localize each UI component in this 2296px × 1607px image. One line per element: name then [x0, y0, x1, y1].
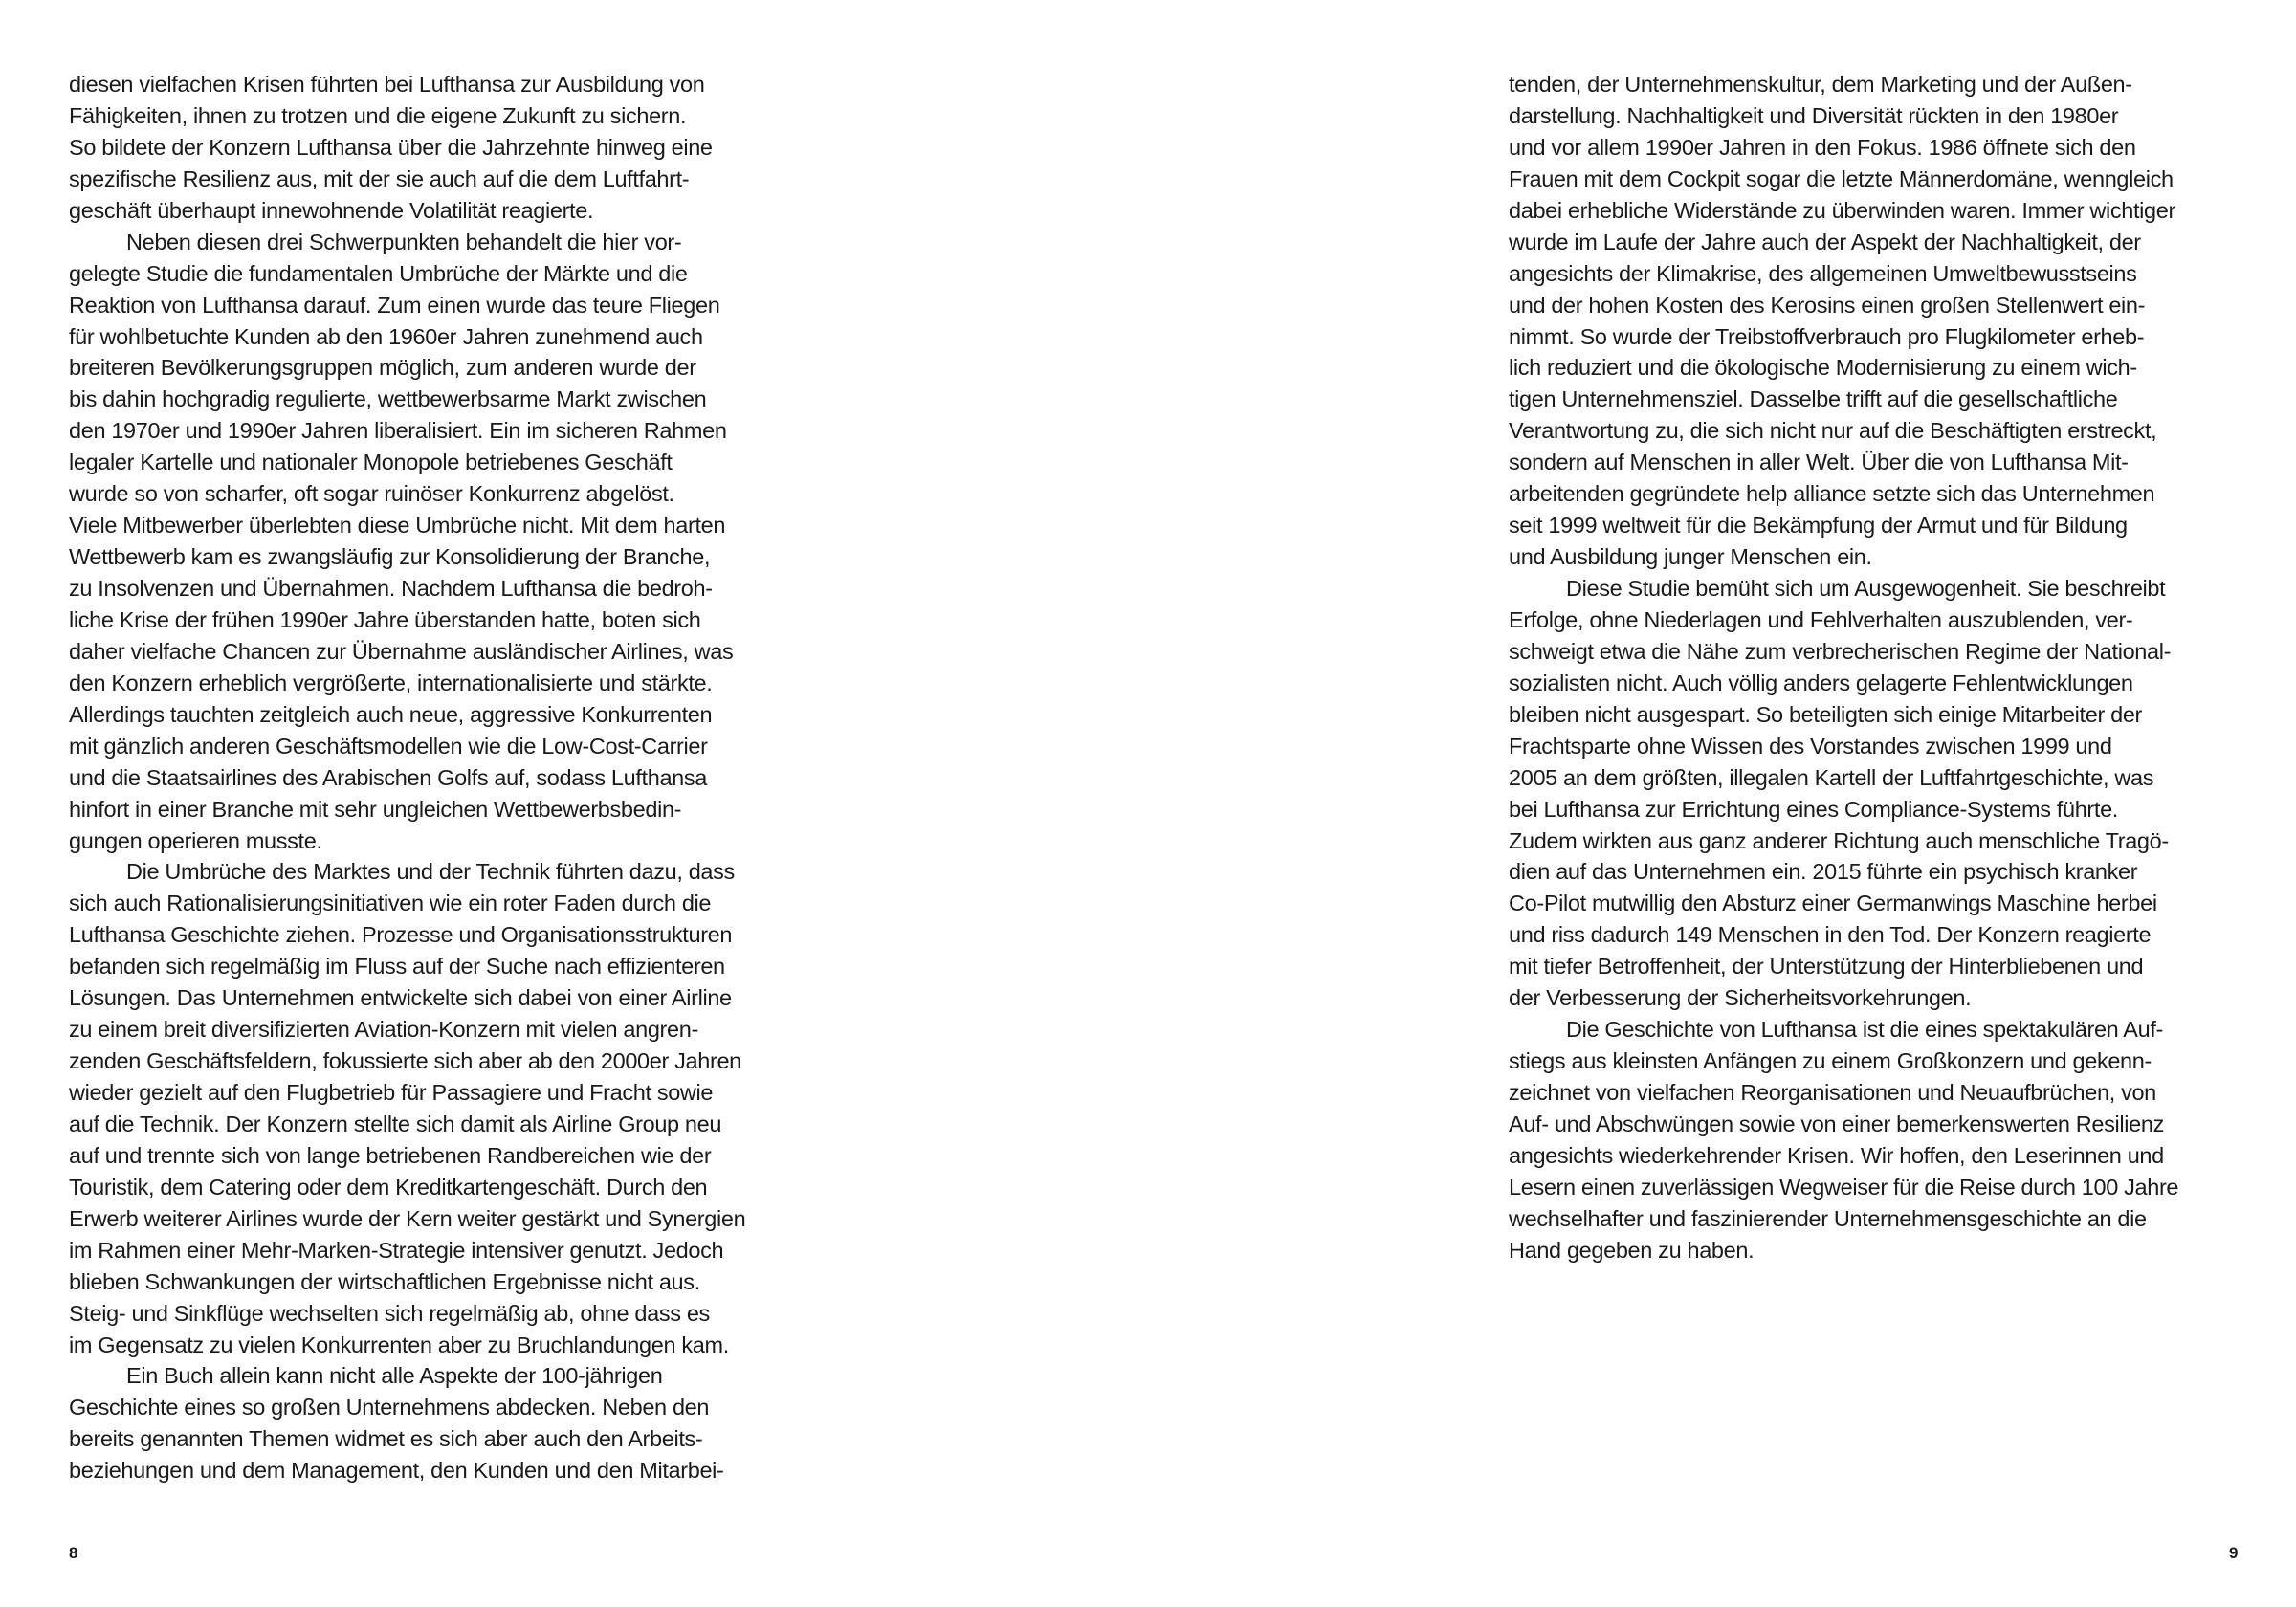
text-line: 2005 an dem größten, illegalen Kartell der Luftfahrtgeschichte, was [1509, 764, 2154, 790]
paragraph [69, 69, 815, 227]
text-line: legaler Kartelle und nationaler Monopole betriebenes Geschäft [69, 450, 673, 475]
text-line: schweigt etwa die Nähe zum verbrecherischen Regime der National- [1509, 638, 2172, 664]
right-page-text [1509, 69, 2255, 1266]
paragraph [69, 1360, 815, 1486]
text-line: geschäft überhaupt innewohnende Volatilität reagierte. [69, 197, 594, 223]
text-line: sich auch Rationalisierungsinitiativen wie ein roter Faden durch die [69, 891, 712, 916]
text-line: Reaktion von Lufthansa darauf. Zum einen wurde das teure Fliegen [69, 292, 720, 318]
paragraph [69, 856, 815, 1360]
text-line: wieder gezielt auf den Flugbetrieb für Passagiere und Fracht sowie [69, 1080, 714, 1105]
text-line: Erfolge, ohne Niederlagen und Fehlverhalten auszublenden, ver- [1509, 606, 2133, 632]
text-line: beziehungen und dem Management, den Kunden und den Mitarbei- [69, 1458, 724, 1484]
text-line: und Ausbildung junger Menschen ein. [1509, 544, 1872, 570]
text-line: bei Lufthansa zur Errichtung eines Compliance-Systems führte. [1509, 796, 2118, 822]
text-line: gungen operieren musste. [69, 827, 322, 853]
text-line: liche Krise der frühen 1990er Jahre überstanden hatte, boten sich [69, 606, 701, 632]
text-line: im Rahmen einer Mehr-Marken-Strategie intensiver genutzt. Jedoch [69, 1237, 724, 1263]
paragraph [69, 227, 815, 857]
text-line: wurde im Laufe der Jahre auch der Aspekt der Nachhaltigkeit, der [1509, 229, 2141, 254]
text-line: zu Insolvenzen und Übernahmen. Nachdem Lufthansa die bedroh- [69, 576, 713, 601]
text-line: darstellung. Nachhaltigkeit und Diversität rückten in den 1980er [1509, 102, 2119, 128]
text-line: spezifische Resilienz aus, mit der sie auch auf die dem Luftfahrt- [69, 165, 690, 191]
text-line: nimmt. So wurde der Treibstoffverbrauch pro Flugkilometer erheb- [1509, 323, 2145, 349]
text-line: Neben diesen drei Schwerpunkten behandelt die hier vor- [126, 229, 682, 254]
text-line: Allerdings tauchten zeitgleich auch neue, aggressive Konkurrenten [69, 701, 713, 727]
page-number-left: 8 [69, 1544, 78, 1562]
text-line: angesichts der Klimakrise, des allgemeinen Umweltbewusstseins [1509, 260, 2137, 286]
text-line: dien auf das Unternehmen ein. 2015 führte ein psychisch kranker [1509, 859, 2138, 885]
text-line: arbeitenden gegründete help alliance setzte sich das Unternehmen [1509, 481, 2155, 507]
text-line: tigen Unternehmensziel. Dasselbe trifft auf die gesellschaftliche [1509, 386, 2118, 412]
text-line: und riss dadurch 149 Menschen in den Tod. Der Konzern reagierte [1509, 922, 2152, 948]
text-line: Lesern einen zuverlässigen Wegweiser für die Reise durch 100 Jahre [1509, 1174, 2179, 1200]
text-line: wurde so von scharfer, oft sogar ruinöser Konkurrenz abgelöst. [69, 481, 674, 507]
text-line: Co-Pilot mutwillig den Absturz einer Germanwings Maschine herbei [1509, 891, 2157, 916]
text-line: den Konzern erheblich vergrößerte, internationalisierte und stärkte. [69, 670, 713, 695]
text-line: Diese Studie bemüht sich um Ausgewogenheit. Sie beschreibt [1566, 576, 2166, 601]
text-line: hinfort in einer Branche mit sehr ungleichen Wettbewerbsbedin- [69, 796, 682, 822]
text-line: diesen vielfachen Krisen führten bei Lufthansa zur Ausbildung von [69, 72, 705, 97]
text-line: daher vielfache Chancen zur Übernahme ausländischer Airlines, was [69, 638, 734, 664]
text-line: wechselhafter und faszinierender Unternehmensgeschichte an die [1509, 1205, 2147, 1231]
text-line: Lufthansa Geschichte ziehen. Prozesse und Organisationsstrukturen [69, 922, 733, 948]
text-line: Auf- und Abschwüngen sowie von einer bemerkenswerten Resilienz [1509, 1111, 2164, 1136]
paragraph [1509, 573, 2255, 1014]
text-line: breiteren Bevölkerungsgruppen möglich, zum anderen wurde der [69, 355, 696, 381]
text-line: im Gegensatz zu vielen Konkurrenten aber zu Bruchlandungen kam. [69, 1332, 729, 1357]
text-line: seit 1999 weltweit für die Bekämpfung der Armut und für Bildung [1509, 513, 2128, 539]
text-line: befanden sich regelmäßig im Fluss auf der Suche nach effizienteren [69, 954, 725, 980]
text-line: Touristik, dem Catering oder dem Kreditkartengeschäft. Durch den [69, 1174, 708, 1200]
text-line: zu einem breit diversifizierten Aviation-Konzern mit vielen angren- [69, 1017, 698, 1043]
text-line: angesichts wiederkehrender Krisen. Wir hoffen, den Leserinnen und [1509, 1142, 2164, 1168]
text-line: und vor allem 1990er Jahren in den Fokus. 1986 öffnete sich den [1509, 134, 2136, 160]
text-line: sondern auf Menschen in aller Welt. Über die von Lufthansa Mit- [1509, 450, 2129, 475]
text-line: zenden Geschäftsfeldern, fokussierte sich aber ab den 2000er Jahren [69, 1048, 741, 1074]
text-line: mit tiefer Betroffenheit, der Unterstützung der Hinterbliebenen und [1509, 954, 2144, 980]
text-line: mit gänzlich anderen Geschäftsmodellen wie die Low-Cost-Carrier [69, 733, 708, 759]
page-number-right: 9 [2229, 1544, 2239, 1562]
text-line: Hand gegeben zu haben. [1509, 1237, 1755, 1263]
text-line: stiegs aus kleinsten Anfängen zu einem Großkonzern und gekenn- [1509, 1048, 2152, 1074]
text-line: und der hohen Kosten des Kerosins einen großen Stellenwert ein- [1509, 292, 2146, 318]
text-line: blieben Schwankungen der wirtschaftlichen Ergebnisse nicht aus. [69, 1268, 700, 1294]
text-line: bereits genannten Themen widmet es sich aber auch den Arbeits- [69, 1426, 703, 1452]
left-page-text [69, 69, 815, 1486]
text-line: für wohlbetuchte Kunden ab den 1960er Jahren zunehmend auch [69, 323, 703, 349]
text-line: den 1970er und 1990er Jahren liberalisiert. Ein im sicheren Rahmen [69, 418, 727, 444]
text-line: zeichnet von vielfachen Reorganisationen und Neuaufbrüchen, von [1509, 1080, 2156, 1105]
text-line: auf die Technik. Der Konzern stellte sich damit als Airline Group neu [69, 1111, 722, 1136]
text-line: tenden, der Unternehmenskultur, dem Marketing und der Außen- [1509, 72, 2132, 97]
text-line: gelegte Studie die fundamentalen Umbrüche der Märkte und die [69, 260, 688, 286]
paragraph [1509, 69, 2255, 573]
text-line: Geschichte eines so großen Unternehmens abdecken. Neben den [69, 1395, 710, 1420]
text-line: sozialisten nicht. Auch völlig anders gelagerte Fehlentwicklungen [1509, 670, 2133, 695]
text-line: Steig- und Sinkflüge wechselten sich regelmäßig ab, ohne dass es [69, 1300, 710, 1326]
text-line: Verantwortung zu, die sich nicht nur auf die Beschäftigten erstreckt, [1509, 418, 2157, 444]
text-line: Frauen mit dem Cockpit sogar die letzte Männerdomäne, wenngleich [1509, 165, 2174, 191]
text-line: Erwerb weiterer Airlines wurde der Kern weiter gestärkt und Synergien [69, 1205, 746, 1231]
text-line: So bildete der Konzern Lufthansa über die Jahrzehnte hinweg eine [69, 134, 713, 160]
text-line: Frachtsparte ohne Wissen des Vorstandes zwischen 1999 und [1509, 733, 2112, 759]
text-line: auf und trennte sich von lange betriebenen Randbereichen wie der [69, 1142, 712, 1168]
text-line: der Verbesserung der Sicherheitsvorkehrungen. [1509, 985, 1972, 1011]
text-line: Fähigkeiten, ihnen zu trotzen und die eigene Zukunft zu sichern. [69, 102, 687, 128]
text-line: Wettbewerb kam es zwangsläufig zur Konsolidierung der Branche, [69, 544, 711, 570]
text-line: bleiben nicht ausgespart. So beteiligten sich einige Mitarbeiter der [1509, 701, 2143, 727]
text-line: bis dahin hochgradig regulierte, wettbewerbsarme Markt zwischen [69, 386, 707, 412]
text-line: dabei erhebliche Widerstände zu überwinden waren. Immer wichtiger [1509, 197, 2175, 223]
text-line: und die Staatsairlines des Arabischen Golfs auf, sodass Lufthansa [69, 764, 708, 790]
text-line: Viele Mitbewerber überlebten diese Umbrüche nicht. Mit dem harten [69, 513, 726, 539]
text-line: Ein Buch allein kann nicht alle Aspekte der 100-jährigen [126, 1363, 663, 1389]
text-line: lich reduziert und die ökologische Modernisierung zu einem wich- [1509, 355, 2137, 381]
paragraph [1509, 1014, 2255, 1266]
text-line: Lösungen. Das Unternehmen entwickelte sich dabei von einer Airline [69, 985, 732, 1011]
text-line: Zudem wirkten aus ganz anderer Richtung auch menschliche Tragö- [1509, 827, 2169, 853]
text-line: Die Geschichte von Lufthansa ist die eines spektakulären Auf- [1566, 1017, 2163, 1043]
text-line: Die Umbrüche des Marktes und der Technik führten dazu, dass [126, 859, 735, 885]
